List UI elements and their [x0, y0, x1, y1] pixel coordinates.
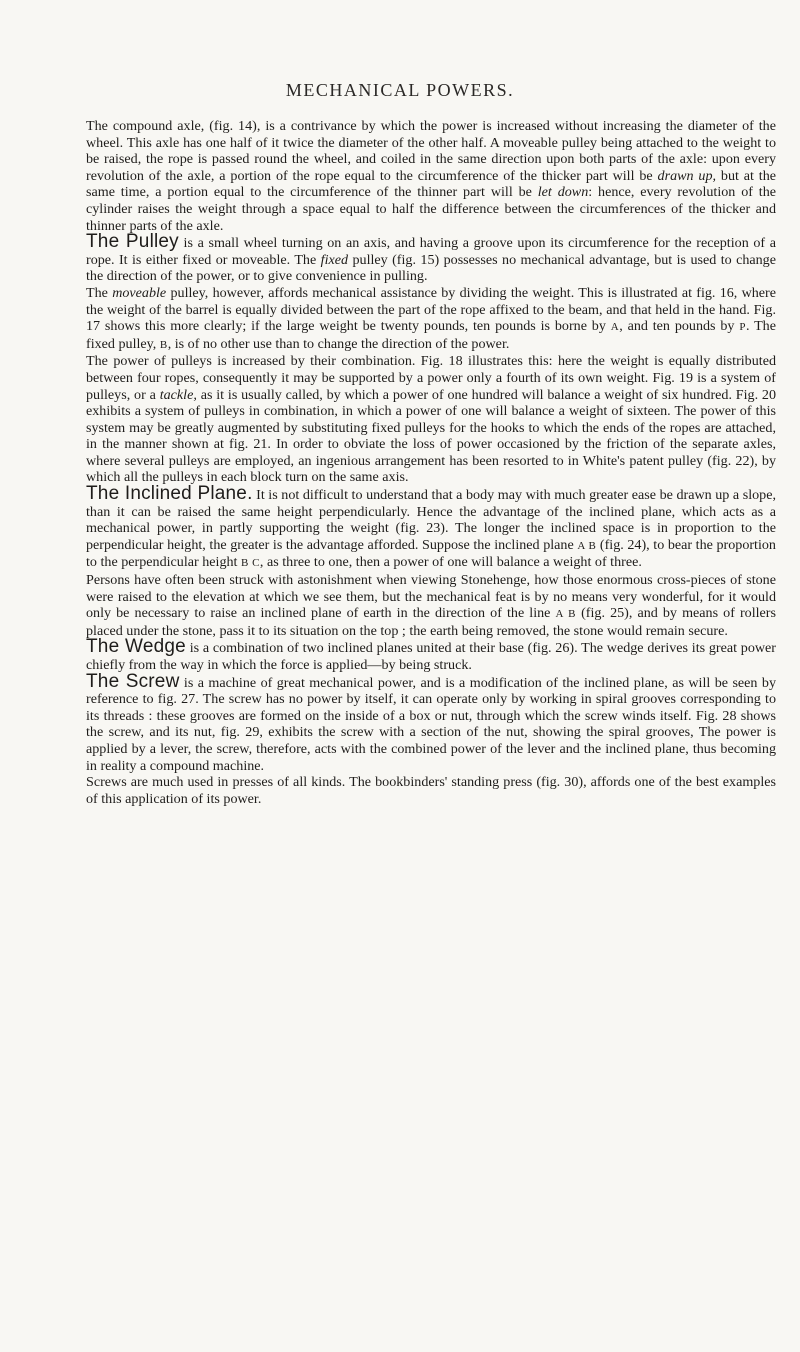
text-run: is a small wheel turning on an axis, and having a groove upon its circumference for the reception of a rope. It is either fixed or moveable. The: [86, 235, 776, 268]
paragraph-screw: [86, 670, 776, 775]
text-run: Screws are much used in presses of all kinds. The bookbinders' standing press (fig. 30), affords one of the best examples of this application of its power.: [86, 774, 776, 807]
text-run: The: [86, 284, 108, 301]
paragraph-wedge: [86, 636, 776, 673]
paragraph-moveable-pulley: [86, 285, 776, 353]
paragraph-stonehenge: [86, 572, 776, 639]
paragraph-inclined-plane: [86, 483, 776, 572]
paragraph-presses: [86, 774, 776, 807]
text-run: pulley (fig. 15) possesses no mechanical advantage, but is used to change the direction of the power, or to give convenience in pulling.: [86, 251, 776, 285]
italic-run: drawn up,: [657, 167, 717, 184]
italic-run: let down: [537, 184, 589, 201]
text-run: , and ten pounds by: [619, 318, 735, 335]
running-head: MECHANICAL POWERS.: [285, 80, 515, 100]
text-run: but at the same time, a portion equal to the circumference of the thinner part will be: [86, 167, 776, 201]
paragraph-pulley-combination: [86, 353, 776, 486]
text-run: , is of no other use than to change the direction of the power.: [167, 335, 510, 352]
body-text: [86, 118, 776, 807]
text-run: (fig. 24), to bear the proportion to the perpendicular height: [86, 536, 776, 571]
paragraph-pulley: [86, 231, 776, 285]
text-run: as it is usually called, by which a power of one hundred will balance a weight of six hundred. Fig. 20 exhibits a system of pulleys in combination, in which a power of one will balance a weight of sixteen. The power of this system may be greatly augmented by substituting fixed pulleys for the hooks to which the ends of the ropes are attached, in the manner shown at fig. 21. In order to obviate the loss of power occasioned by the friction of the separate axles, where several pulleys are employed, an ingenious arrangement has been resorted to in White's patent pulley (fig. 22), by which all the pulleys in each block turn on the same axis.: [86, 386, 777, 486]
text-run: pulley, however, affords mechanical assistance by dividing the weight. This is illustrated at fig. 16, where the weight of the barrel is equally divided between the part of the rope affixed to the beam, and that held in the hand. Fig. 17 shows this more clearly; if the large weight be twenty pounds, ten pounds is borne by: [86, 284, 776, 335]
small-caps-run: A B: [577, 539, 597, 552]
italic-run: tackle,: [159, 386, 197, 403]
small-caps-run: B C: [240, 557, 260, 570]
small-caps-run: P: [739, 321, 746, 334]
small-caps-run: A: [610, 321, 620, 334]
small-caps-run: B: [159, 338, 168, 351]
italic-run: moveable: [112, 284, 167, 301]
section-heading-pulley: The Pulley: [86, 231, 179, 253]
text-run: (fig. 25), and by means of rollers placed under the stone, pass it to its situation on the top ; the earth being removed, the stone would remain secure.: [86, 605, 776, 639]
text-run: It is not difficult to understand that a body may with much greater ease be drawn up a slope, than it can be raised the same height perpendicularly. Hence the advantage of the inclined plane, which acts as a mechanical power, in partly supporting the weight (fig. 23). The longer the inclined space is in proportion to the perpendicular height, the greater is the advantage afforded. Suppose the inclined plane: [86, 487, 776, 553]
italic-run: fixed: [320, 251, 349, 268]
text-run: , as three to one, then a power of one will balance a weight of three.: [259, 554, 642, 571]
text-run: Persons have often been struck with astonishment when viewing Stonehenge, how those enormous cross-pieces of stone were raised to the elevation at which we see them, but the mechanical feat is by no means very wonderful, for it would only be necessary to raise an inclined plane of earth in the direction of the line: [86, 572, 776, 622]
text-run: is a combination of two inclined planes united at their base (fig. 26). The wedge derives its great power chiefly from the way in which the force is applied—by being struck.: [86, 640, 776, 673]
text-run: The compound axle, (fig. 14), is a contrivance by which the power is increased without increasing the diameter of the wheel. This axle has one half of it twice the diameter of the other half. A moveable pulley being attached to the weight to be raised, the rope is passed round the wheel, and coiled in the same direction upon both parts of the axle: upon every revolution of the axle, a portion of the rope equal to the circumference of the thicker part will be: [86, 118, 776, 184]
text-run: is a machine of great mechanical power, and is a modification of the inclined plane, as will be seen by reference to fig. 27. The screw has no power by itself, it can operate only by working in spiral grooves corresponding to its threads : these grooves are formed on the inside of a box or nut, through which the screw winds itself. Fig. 28 shows the screw, and its nut, fig. 29, exhibits the screw with a section of the nut, showing the spiral grooves, The power is applied by a lever, the screw, therefore, acts with the combined power of the lever and the inclined plane, thus becoming in reality a compound machine.: [86, 674, 776, 774]
paragraph-compound-axle: [86, 118, 776, 234]
section-heading-wedge: The Wedge: [86, 636, 186, 658]
text-run: : hence, every revolution of the cylinder raises the weight through a space equal to half the difference between the circumferences of the thicker and thinner parts of the axle.: [86, 184, 777, 234]
text-run: The power of pulleys is increased by their combination. Fig. 18 illustrates this: here the weight is equally distributed between four ropes, consequently it may be supported by a power only a fourth of its own weight. Fig. 19 is a system of pulleys, or a: [86, 353, 776, 403]
section-heading-inclined-plane: The Inclined Plane.: [86, 483, 253, 505]
section-heading-screw: The Screw: [86, 670, 180, 692]
text-run: . The fixed pulley,: [86, 318, 776, 352]
small-caps-run: A B: [555, 608, 577, 621]
